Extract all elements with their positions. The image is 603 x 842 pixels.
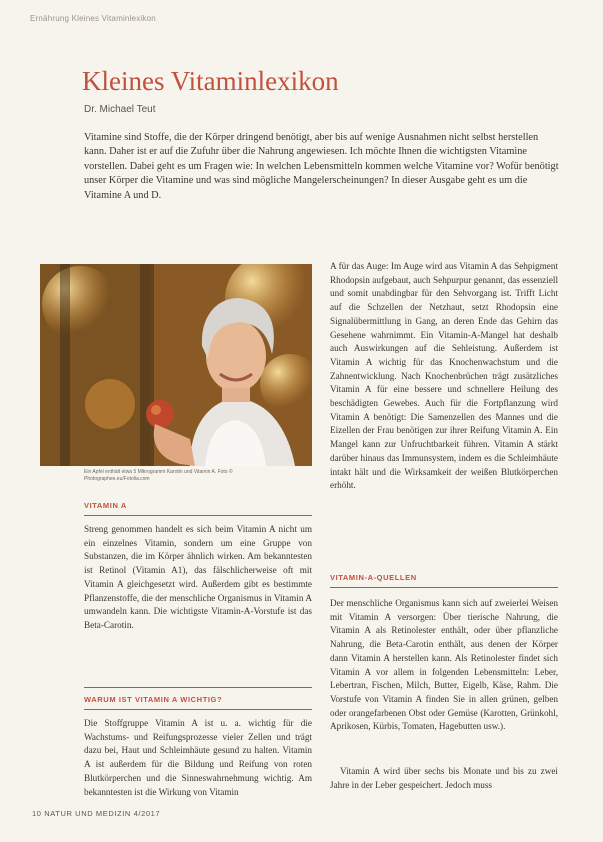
section-heading-vitamin-a: VITAMIN A bbox=[84, 501, 127, 510]
section-text-quellen: Der menschliche Organismus kann sich auf zweierlei Weisen mit Vitamin A versorgen: Über tierische Nahrung, die Vitamin A als Retinolester enthält, oder über pflanzliche Nahrung, die Beta-Carotin enthält, aus denen der Körper dann Vitamin A herstellen kann. Als Retinolester findet sich Vitamin A vor allem in folgenden Lebensmitteln: Leber, Lebertran, Fischen, Milch, Butter, Eigelb, Käse, Rahm. Die Vorstufe von Vitamin A finden Sie in allen grünen, gelben oder orangefarbenen Obst oder Gemüse (Karotten, Grünkohl, Aprikosen, Kürbis, Tomaten, Hagebutten usw.). bbox=[330, 598, 558, 732]
page-footer: 10 NATUR UND MEDIZIN 4/2017 bbox=[32, 809, 161, 818]
section-text-quellen-continued: Vitamin A wird über sechs bis Monate und bis zu zwei Jahre in der Leber gespeichert. Jedoch muss bbox=[330, 766, 558, 790]
section-divider bbox=[330, 587, 558, 588]
article-intro: Vitamine sind Stoffe, die der Körper dringend benötigt, aber bis auf wenige Ausnahmen nicht selbst herstellen kann. Daher ist er auf die Zufuhr über die Nahrung angewiesen. Ich möchte Ihnen die wichtigsten Vitamine vorstellen. Dabei geht es um Fragen wie: In welchen Lebensmitteln kommen welche Vitamine vor? Wofür benötigt unser Körper die Vitamine und was sind mögliche Mangelerscheinungen? In dieser Ausgabe geht es um die Vitamine A und D. bbox=[84, 132, 559, 201]
section-heading-quellen: VITAMIN-A-QUELLEN bbox=[330, 573, 417, 582]
photo-caption: Ein Apfel enthält etwa 5 Mikrogramm Karotin und Vitamin A. Foto © Photographee.eu/Fotolia.com bbox=[84, 469, 233, 482]
woman-with-apple-photo bbox=[40, 264, 312, 466]
section-heading-warum: WARUM IST VITAMIN A WICHTIG? bbox=[84, 695, 223, 704]
right-column-continuation: A für das Auge: Im Auge wird aus Vitamin A das Sehpigment Rhodopsin aufgebaut, auch Sehpurpur genannt, das essenziell und somit unabdingbar für den Sehvorgang ist. Trifft Licht auf die Schzellen der Netzhaut, setzt Rhodopsin eine Signalübermittlung in Gang, an deren Ende das Gehirn das Gesehene wahrnimmt. Ein Vitamin-A-Mangel hat deshalb auch Auswirkungen auf die Sehleistung. Außerdem ist Vitamin A wichtig für das Knochenwachstum und die Zahnentwicklung. Nach Knochenbrüchen trägt zusätzliches Vitamin A für eine bessere und schnellere Heilung des beschädigten Gewebes. Auch für die Fortpflanzung wird Vitamin A benötigt: Die Samenzellen des Mannes und die Eizellen der Frau benötigen zur ihrer Reifung Vitamin A. Ein Mangel kann zur Unfruchtbarkeit führen. Vitamin A stärkt darüber hinaus das Immunsystem, indem es die Schleimhäute intakt hält und die Wirksamkeit der weißen Blutkörperchen erhöht. bbox=[330, 261, 558, 491]
section-divider bbox=[84, 515, 312, 516]
article-author: Dr. Michael Teut bbox=[84, 104, 156, 115]
section-text-vitamin-a: Streng genommen handelt es sich beim Vitamin A nicht um ein einzelnes Vitamin, sondern um eine Gruppe von Substanzen, die im Körper ähnlich wirken. Am bekanntesten ist Retinol (Vitamin A1), das fälschlicherweise oft mit Vitamin A gleichgesetzt wird. Außerdem gibt es bestimmte Pflanzenstoffe, die der menschliche Organismus in Vitamin A umwandeln kann. Die wichtigste Vitamin-A-Vorstufe ist das Beta-Carotin. bbox=[84, 524, 312, 630]
section-text-warum: Die Stoffgruppe Vitamin A ist u. a. wichtig für die Wachstums- und Reifungsprozesse vieler Zellen und trägt dazu bei, Haut und Schleimhäute gesund zu halten. Vitamin A ist außerdem für die Bildung und Reifung von roten Blutkörperchen und die Sinneswahrnehmung wichtig. Am bekanntesten ist die Wirkung von Vitamin bbox=[84, 718, 312, 797]
section-divider bbox=[84, 709, 312, 710]
article-title: Kleines Vitaminlexikon bbox=[82, 66, 339, 96]
breadcrumb: Ernährung Kleines Vitaminlexikon bbox=[30, 14, 156, 23]
section-divider bbox=[84, 687, 312, 688]
